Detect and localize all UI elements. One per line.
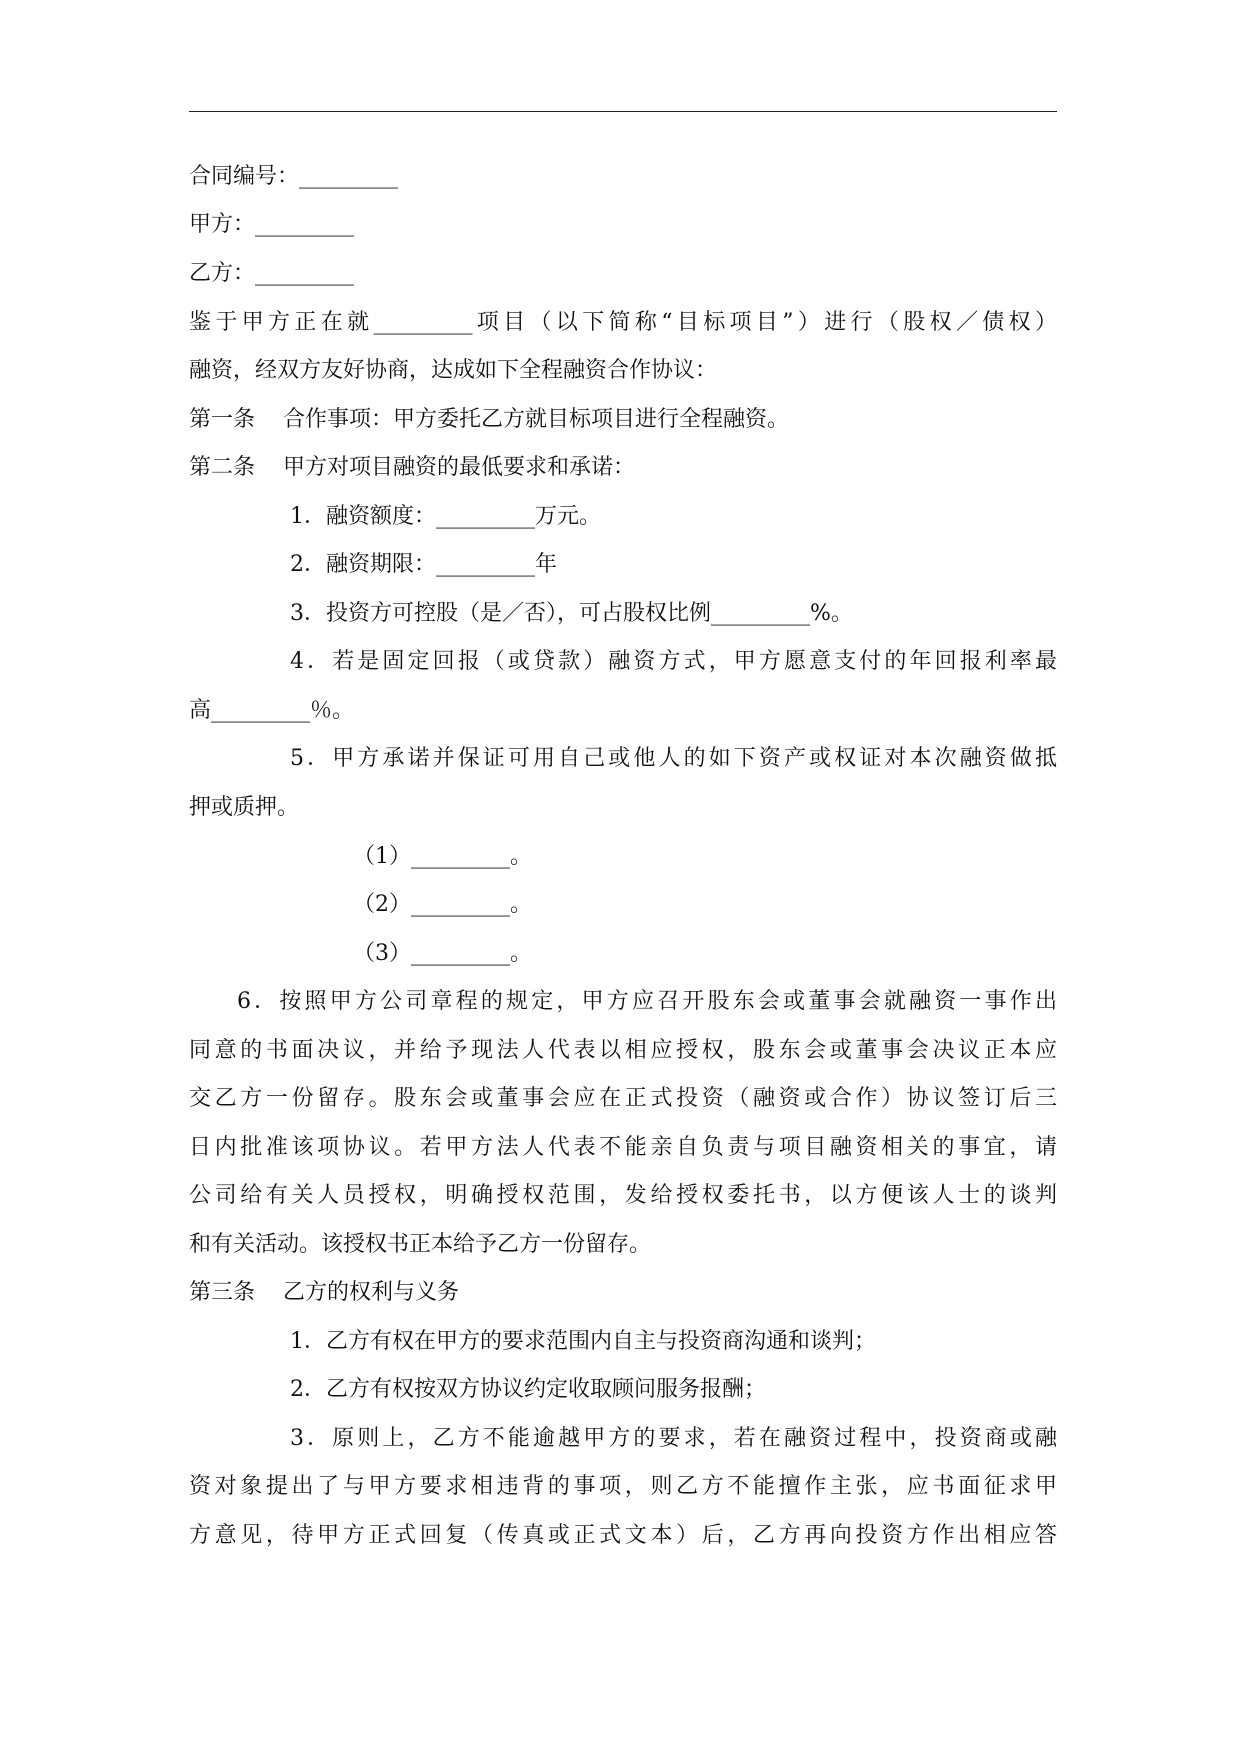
item-2-6-line-2: 同意的书面决议，并给予现法人代表以相应授权，股东会或董事会决议正本应	[189, 1038, 1057, 1063]
article-1-number: 第一条	[189, 407, 256, 432]
item-2-6-line-5: 公司给有关人员授权，明确授权范围，发给授权委托书，以方便该人士的谈判	[189, 1183, 1057, 1208]
article-3-text: 乙方的权利与义务	[283, 1280, 460, 1305]
article-3-number: 第三条	[189, 1280, 256, 1305]
party-a: 甲方：_________	[189, 212, 355, 237]
article-1	[189, 405, 1057, 435]
item-2-6-line-4: 日内批准该项协议。若甲方法人代表不能亲自负责与项目融资相关的事宜，请	[189, 1135, 1057, 1160]
article-2-text: 甲方对项目融资的最低要求和承诺：	[283, 455, 636, 480]
item-2-6-line-1: 6．按照甲方公司章程的规定，甲方应召开股东会或董事会就融资一事作出	[237, 989, 1057, 1014]
article-2	[189, 453, 1057, 483]
sub-item-2: （2）_________。	[353, 892, 532, 917]
item-2-3: 3．投资方可控股（是／否），可占股权比例_________%。	[290, 601, 853, 626]
item-2-5-line-1: 5．甲方承诺并保证可用自己或他人的如下资产或权证对本次融资做抵	[290, 746, 1057, 771]
contract-number: 合同编号：_________	[189, 164, 399, 189]
item-2-1: 1．融资额度：_________万元。	[290, 504, 601, 529]
item-3-2: 2．乙方有权按双方协议约定收取顾问服务报酬；	[290, 1377, 766, 1402]
item-2-4-line-1: 4．若是固定回报（或贷款）融资方式，甲方愿意支付的年回报利率最	[290, 649, 1057, 674]
header-rule	[189, 111, 1057, 112]
item-2-2: 2．融资期限：_________年	[290, 552, 557, 577]
item-2-6-line-3: 交乙方一份留存。股东会或董事会应在正式投资（融资或合作）协议签订后三	[189, 1086, 1057, 1111]
party-b: 乙方：_________	[189, 261, 355, 286]
item-2-6-line-6: 和有关活动。该授权书正本给予乙方一份留存。	[189, 1232, 652, 1257]
preamble-line-1: 鉴于甲方正在就_________项目（以下简称“目标项目”）进行（股权／债权）	[189, 310, 1057, 335]
article-3	[189, 1278, 1057, 1308]
item-2-4-line-2: 高_________％。	[189, 698, 355, 723]
item-3-3-line-3: 方意见，待甲方正式回复（传真或正式文本）后，乙方再向投资方作出相应答	[189, 1523, 1057, 1548]
sub-item-1: （1）_________。	[353, 844, 532, 869]
item-3-3-line-2: 资对象提出了与甲方要求相违背的事项，则乙方不能擅作主张，应书面征求甲	[189, 1474, 1057, 1499]
item-3-3-line-1: 3．原则上，乙方不能逾越甲方的要求，若在融资过程中，投资商或融	[290, 1426, 1057, 1451]
item-3-1: 1．乙方有权在甲方的要求范围内自主与投资商沟通和谈判；	[290, 1329, 876, 1354]
item-2-5-line-2: 押或质押。	[189, 795, 300, 820]
article-1-text: 合作事项：甲方委托乙方就目标项目进行全程融资。	[283, 407, 790, 432]
preamble-line-2: 融资，经双方友好协商，达成如下全程融资合作协议：	[189, 358, 718, 383]
sub-item-3: （3）_________。	[353, 941, 532, 966]
article-2-number: 第二条	[189, 455, 256, 480]
